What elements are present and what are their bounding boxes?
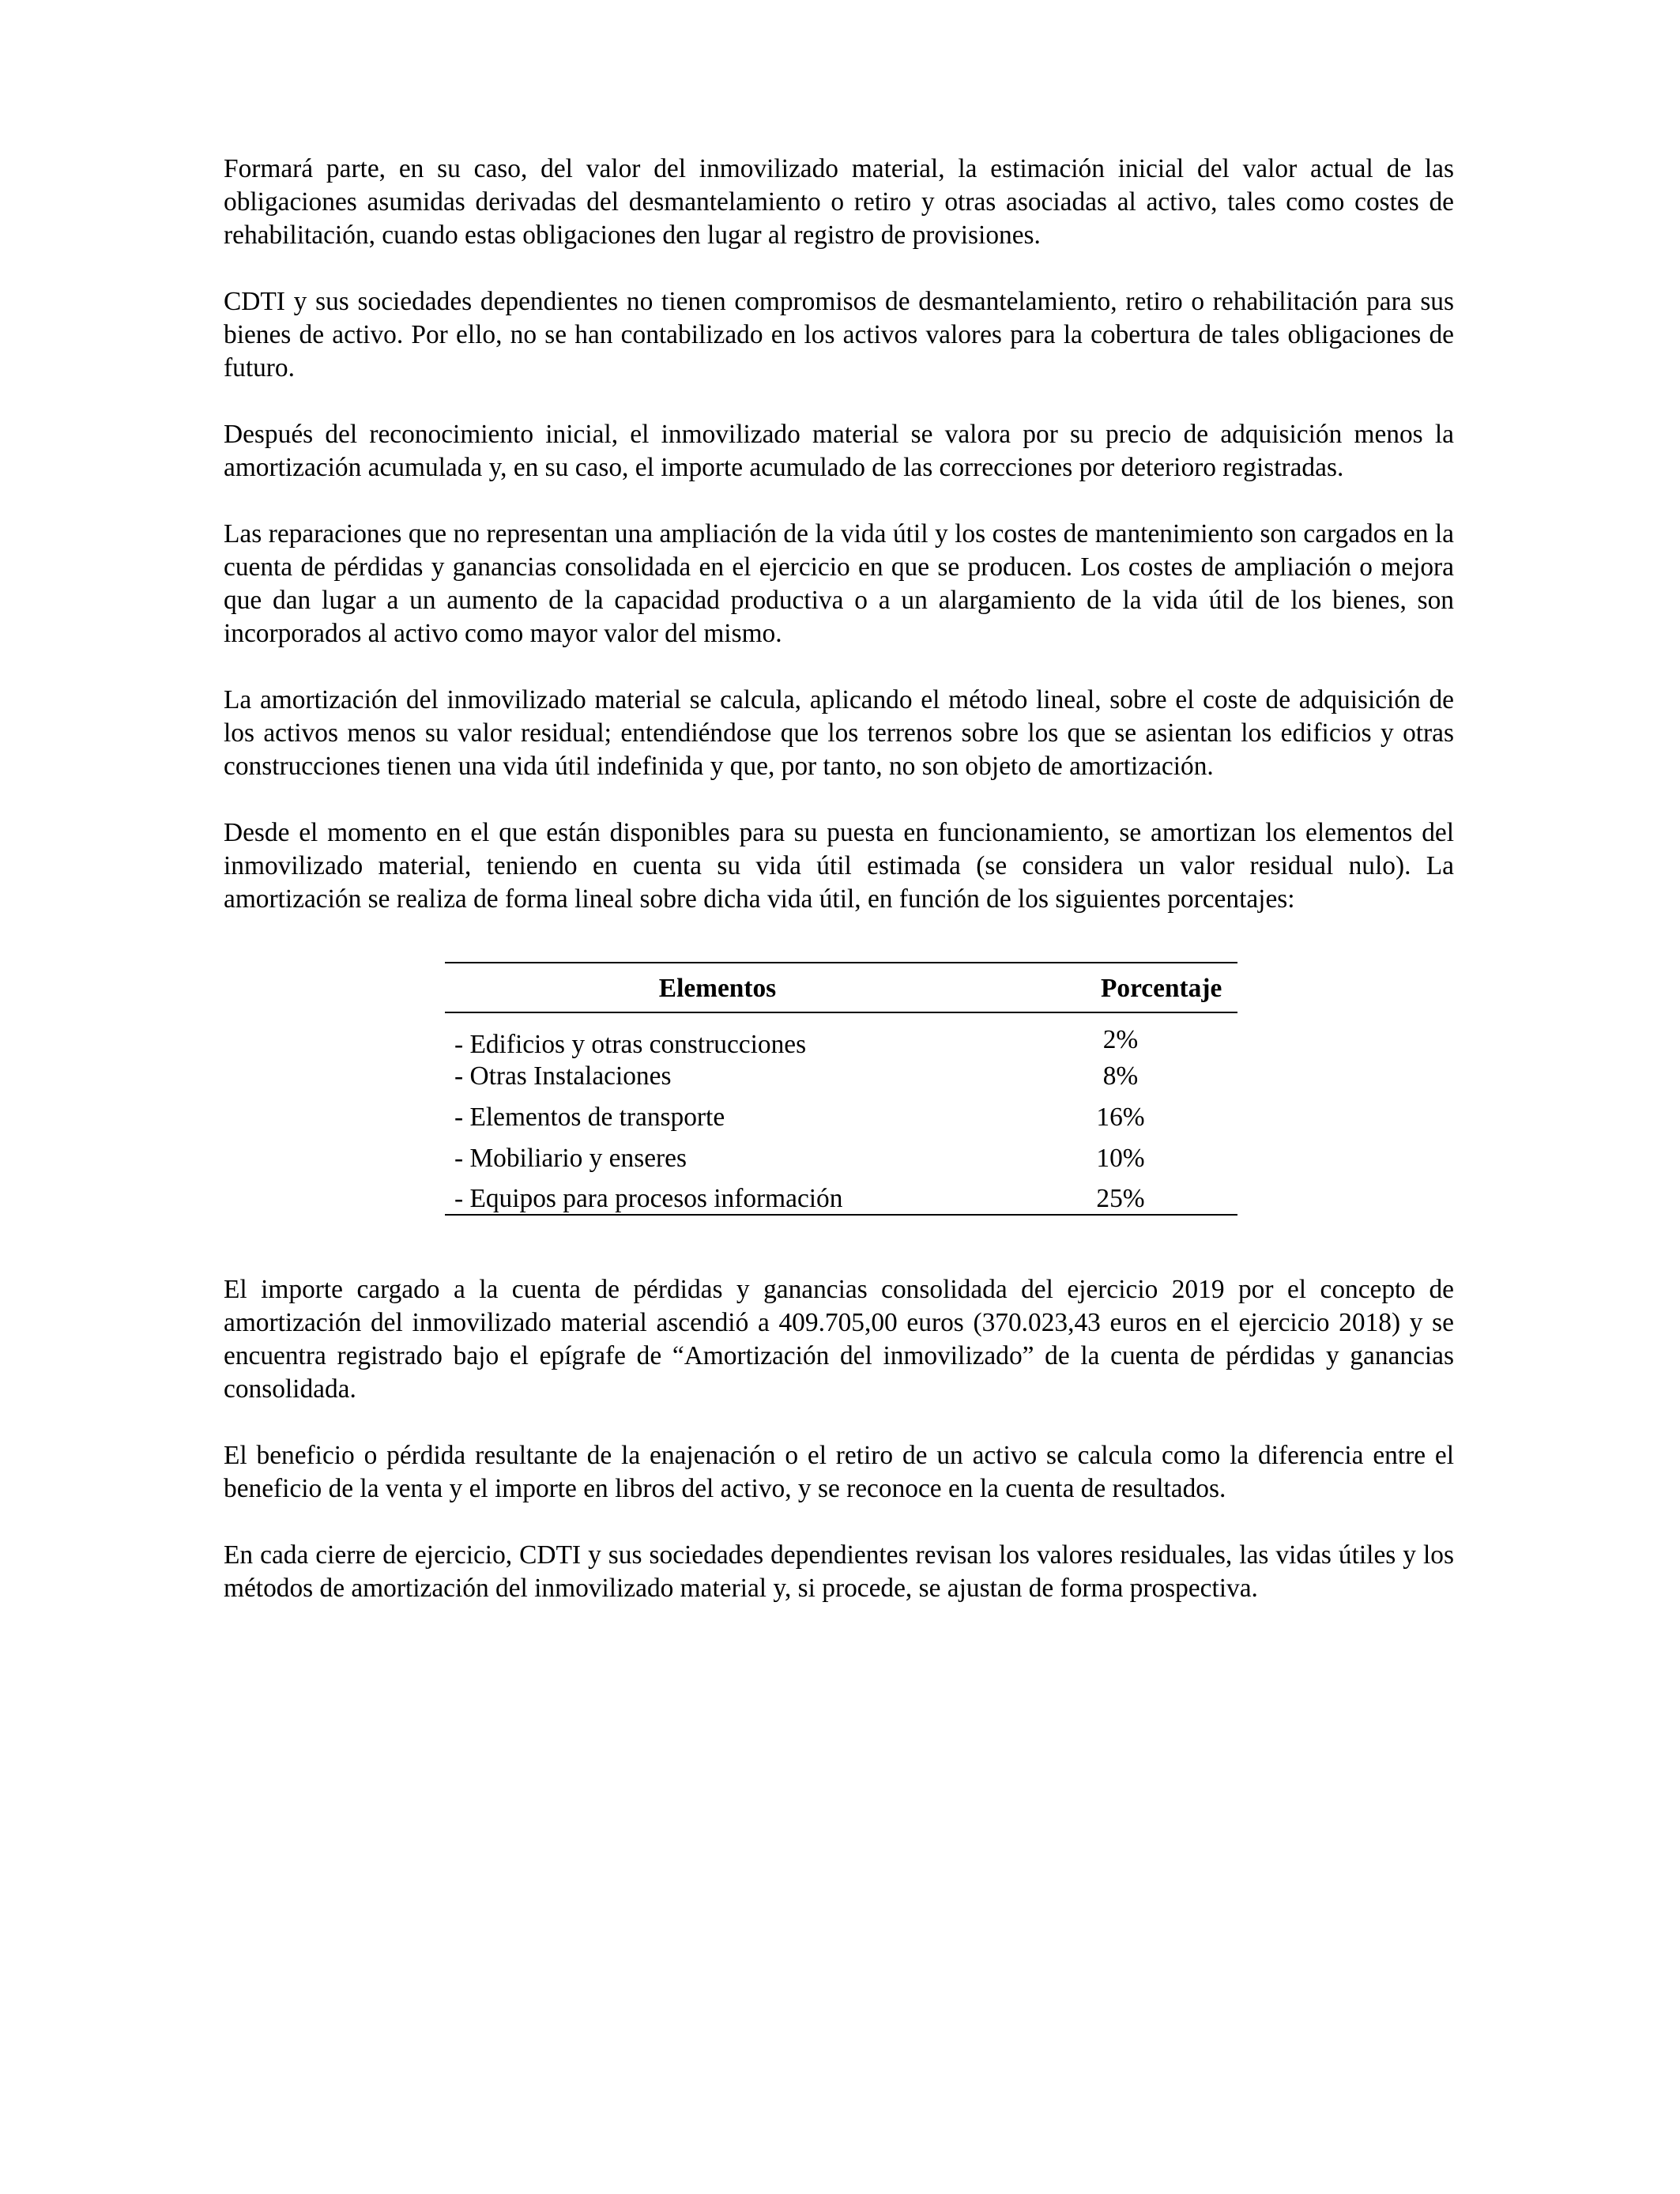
table-cell-porcentaje: 16% — [1096, 1103, 1145, 1132]
paragraph-porcentajes-intro: Desde el momento en el que están disponibles para su puesta en funcionamiento, se amortizan los elementos del inmovilizado material, teniendo en cuenta su vida útil estimada (se considera un valor residual nulo). La amortización se realiza de forma lineal sobre dicha vida útil, en función de los siguientes porcentajes: — [224, 818, 1454, 914]
table-bottom-rule — [445, 1214, 1237, 1216]
paragraph-reparaciones: Las reparaciones que no representan una ampliación de la vida útil y los costes de mantenimiento son cargados en la cuenta de pérdidas y ganancias consolidada en el ejercicio en que se producen. Los costes de ampliación o mejora que dan lugar a un aumento de la capacidad productiva o a un alargamiento de la vida útil de los bienes, son incorporados al activo como mayor valor del mismo. — [224, 519, 1454, 648]
paragraph-provisiones: Formará parte, en su caso, del valor del inmovilizado material, la estimación inicial del valor actual de las obligaciones asumidas derivadas del desmantelamiento o retiro y otras asociadas al activo, tales como costes de rehabilitación, cuando estas obligaciones den lugar al registro de provisiones. — [224, 154, 1454, 250]
paragraph-importe-amortizacion: El importe cargado a la cuenta de pérdidas y ganancias consolidada del ejercicio 2019 por el concepto de amortización del inmovilizado material ascendió a 409.705,00 euros (370.023,43 euros en el ejercicio 2018) y se encuentra registrado bajo el epígrafe de “Amortización del inmovilizado” de la cuenta de pérdidas y ganancias consolidada. — [224, 1275, 1454, 1404]
table-row — [445, 1143, 1237, 1174]
table-header-rule — [445, 1012, 1237, 1013]
table-cell-elemento: - Mobiliario y enseres — [454, 1144, 687, 1173]
table-cell-elemento: - Elementos de transporte — [454, 1103, 725, 1132]
table-row — [445, 1102, 1237, 1133]
table-row — [445, 1025, 1237, 1061]
table-row — [445, 1061, 1237, 1092]
table-cell-porcentaje: 10% — [1096, 1144, 1145, 1173]
paragraph-beneficio-perdida: El beneficio o pérdida resultante de la enajenación o el retiro de un activo se calcula como la diferencia entre el beneficio de la venta y el importe en libros del activo, y se reconoce en la cuenta de resultados. — [224, 1441, 1454, 1503]
table-cell-elemento: - Edificios y otras construcciones — [454, 1030, 807, 1059]
document-body — [224, 153, 1454, 1605]
table-cell-porcentaje: 25% — [1096, 1184, 1145, 1213]
table-cell-porcentaje: 8% — [1102, 1061, 1139, 1091]
table-cell-elemento: - Otras Instalaciones — [454, 1061, 672, 1091]
paragraph-cierre-ejercicio: En cada cierre de ejercicio, CDTI y sus sociedades dependientes revisan los valores residuales, las vidas útiles y los métodos de amortización del inmovilizado material y, si procede, se ajustan de forma prospectiva. — [224, 1540, 1454, 1603]
table-header-elementos: Elementos — [658, 974, 777, 1003]
table-header-porcentaje: Porcentaje — [1101, 974, 1222, 1003]
table-cell-elemento: - Equipos para procesos información — [454, 1184, 843, 1213]
depreciation-rates-table — [445, 962, 1237, 1216]
paragraph-amortizacion-metodo: La amortización del inmovilizado material se calcula, aplicando el método lineal, sobre el coste de adquisición de los activos menos su valor residual; entendiéndose que los terrenos sobre los que se asientan los edificios y otras construcciones tienen una vida útil indefinida y que, por tanto, no son objeto de amortización. — [224, 685, 1454, 781]
table-row — [445, 1183, 1237, 1215]
table-cell-porcentaje: 2% — [1102, 1025, 1139, 1054]
paragraph-valoracion: Después del reconocimiento inicial, el inmovilizado material se valora por su precio de adquisición menos la amortización acumulada y, en su caso, el importe acumulado de las correcciones por deterioro registradas. — [224, 420, 1454, 482]
paragraph-compromisos: CDTI y sus sociedades dependientes no tienen compromisos de desmantelamiento, retiro o rehabilitación para sus bienes de activo. Por ello, no se han contabilizado en los activos valores para la cobertura de tales obligaciones de futuro. — [224, 287, 1454, 383]
table-top-rule — [445, 962, 1237, 963]
